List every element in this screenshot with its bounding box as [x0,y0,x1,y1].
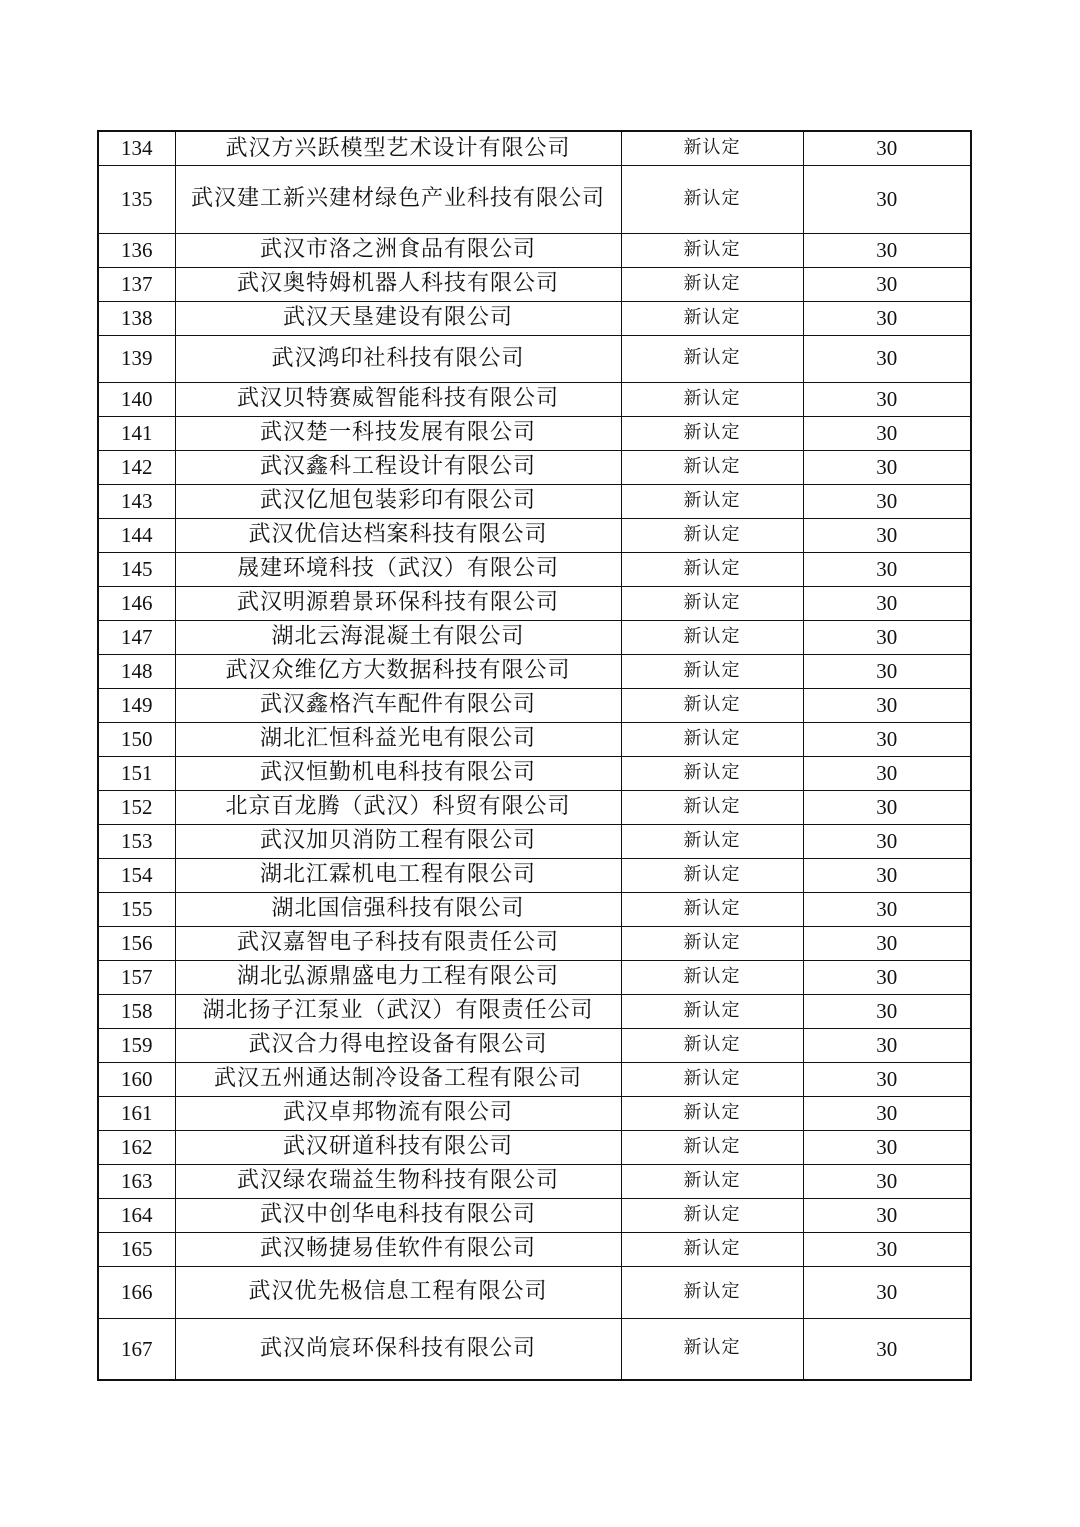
row-number: 148 [98,654,175,688]
qualification-type: 新认定 [621,688,803,722]
row-number: 166 [98,1266,175,1318]
qualification-type: 新认定 [621,790,803,824]
amount: 30 [803,301,971,335]
row-number: 163 [98,1164,175,1198]
company-name: 湖北汇恒科益光电有限公司 [175,722,621,756]
amount: 30 [803,335,971,382]
row-number: 145 [98,552,175,586]
table-row [98,1266,971,1318]
amount: 30 [803,586,971,620]
qualification-type: 新认定 [621,1318,803,1380]
table-row [98,960,971,994]
row-number: 139 [98,335,175,382]
company-name: 武汉明源碧景环保科技有限公司 [175,586,621,620]
row-number: 135 [98,165,175,233]
row-number: 156 [98,926,175,960]
qualification-type: 新认定 [621,586,803,620]
company-name: 武汉鑫科工程设计有限公司 [175,450,621,484]
qualification-type: 新认定 [621,416,803,450]
amount: 30 [803,790,971,824]
row-number: 162 [98,1130,175,1164]
amount: 30 [803,654,971,688]
qualification-type: 新认定 [621,1028,803,1062]
table-row [98,892,971,926]
row-number: 158 [98,994,175,1028]
qualification-type: 新认定 [621,960,803,994]
company-name: 武汉亿旭包装彩印有限公司 [175,484,621,518]
amount: 30 [803,1028,971,1062]
amount: 30 [803,722,971,756]
amount: 30 [803,131,971,165]
amount: 30 [803,1198,971,1232]
qualification-type: 新认定 [621,1096,803,1130]
amount: 30 [803,756,971,790]
table-row [98,654,971,688]
table-row [98,552,971,586]
amount: 30 [803,233,971,267]
qualification-type: 新认定 [621,620,803,654]
amount: 30 [803,552,971,586]
company-name: 晟建环境科技（武汉）有限公司 [175,552,621,586]
amount: 30 [803,960,971,994]
table-row [98,1062,971,1096]
qualification-type: 新认定 [621,484,803,518]
amount: 30 [803,382,971,416]
qualification-type: 新认定 [621,824,803,858]
table-row [98,1198,971,1232]
qualification-type: 新认定 [621,267,803,301]
company-name: 武汉畅捷易佳软件有限公司 [175,1232,621,1266]
row-number: 151 [98,756,175,790]
company-name: 武汉恒勤机电科技有限公司 [175,756,621,790]
row-number: 134 [98,131,175,165]
qualification-type: 新认定 [621,552,803,586]
row-number: 147 [98,620,175,654]
table-body [98,131,971,1380]
table-row [98,301,971,335]
amount: 30 [803,688,971,722]
table-row [98,382,971,416]
row-number: 138 [98,301,175,335]
table-row [98,518,971,552]
row-number: 167 [98,1318,175,1380]
amount: 30 [803,1062,971,1096]
qualification-type: 新认定 [621,756,803,790]
row-number: 165 [98,1232,175,1266]
company-name: 武汉绿农瑞益生物科技有限公司 [175,1164,621,1198]
company-name: 武汉楚一科技发展有限公司 [175,416,621,450]
row-number: 152 [98,790,175,824]
amount: 30 [803,450,971,484]
table-row [98,824,971,858]
company-name: 武汉建工新兴建材绿色产业科技有限公司 [175,165,621,233]
company-name: 武汉尚宸环保科技有限公司 [175,1318,621,1380]
row-number: 164 [98,1198,175,1232]
table-row [98,1164,971,1198]
company-name: 武汉天垦建设有限公司 [175,301,621,335]
amount: 30 [803,824,971,858]
qualification-type: 新认定 [621,1130,803,1164]
company-name: 武汉卓邦物流有限公司 [175,1096,621,1130]
company-name: 武汉嘉智电子科技有限责任公司 [175,926,621,960]
company-name: 武汉市洛之洲食品有限公司 [175,233,621,267]
amount: 30 [803,267,971,301]
company-name: 湖北扬子江泵业（武汉）有限责任公司 [175,994,621,1028]
qualification-type: 新认定 [621,165,803,233]
company-name: 武汉鸿印社科技有限公司 [175,335,621,382]
qualification-type: 新认定 [621,722,803,756]
company-name: 湖北国信强科技有限公司 [175,892,621,926]
row-number: 137 [98,267,175,301]
qualification-type: 新认定 [621,926,803,960]
amount: 30 [803,165,971,233]
row-number: 155 [98,892,175,926]
table-row [98,165,971,233]
amount: 30 [803,926,971,960]
amount: 30 [803,1096,971,1130]
qualification-type: 新认定 [621,301,803,335]
table-row [98,1232,971,1266]
company-name: 武汉众维亿方大数据科技有限公司 [175,654,621,688]
amount: 30 [803,858,971,892]
qualification-type: 新认定 [621,654,803,688]
row-number: 143 [98,484,175,518]
amount: 30 [803,484,971,518]
table-row [98,756,971,790]
qualification-type: 新认定 [621,335,803,382]
amount: 30 [803,1164,971,1198]
amount: 30 [803,994,971,1028]
qualification-type: 新认定 [621,1266,803,1318]
company-name: 武汉方兴跃模型艺术设计有限公司 [175,131,621,165]
qualification-type: 新认定 [621,994,803,1028]
table-row [98,926,971,960]
qualification-type: 新认定 [621,1164,803,1198]
qualification-type: 新认定 [621,518,803,552]
table-row [98,267,971,301]
row-number: 141 [98,416,175,450]
company-name: 湖北弘源鼎盛电力工程有限公司 [175,960,621,994]
company-name: 武汉中创华电科技有限公司 [175,1198,621,1232]
table-row [98,790,971,824]
row-number: 142 [98,450,175,484]
row-number: 144 [98,518,175,552]
qualification-type: 新认定 [621,450,803,484]
amount: 30 [803,892,971,926]
table-row [98,233,971,267]
company-name: 武汉贝特赛威智能科技有限公司 [175,382,621,416]
company-list-table [97,130,972,1381]
table-row [98,620,971,654]
qualification-type: 新认定 [621,858,803,892]
amount: 30 [803,416,971,450]
row-number: 154 [98,858,175,892]
amount: 30 [803,1318,971,1380]
amount: 30 [803,1130,971,1164]
table-row [98,484,971,518]
qualification-type: 新认定 [621,131,803,165]
table-row [98,1318,971,1380]
table-row [98,335,971,382]
table-row [98,450,971,484]
company-name: 武汉优信达档案科技有限公司 [175,518,621,552]
qualification-type: 新认定 [621,1198,803,1232]
qualification-type: 新认定 [621,233,803,267]
row-number: 140 [98,382,175,416]
company-name: 武汉研道科技有限公司 [175,1130,621,1164]
row-number: 159 [98,1028,175,1062]
table-row [98,1096,971,1130]
table-row [98,994,971,1028]
qualification-type: 新认定 [621,892,803,926]
qualification-type: 新认定 [621,1232,803,1266]
row-number: 153 [98,824,175,858]
company-name: 武汉五州通达制冷设备工程有限公司 [175,1062,621,1096]
table-row [98,586,971,620]
company-name: 武汉优先极信息工程有限公司 [175,1266,621,1318]
table-row [98,1130,971,1164]
row-number: 161 [98,1096,175,1130]
company-name: 北京百龙腾（武汉）科贸有限公司 [175,790,621,824]
company-name: 湖北江霖机电工程有限公司 [175,858,621,892]
table-row [98,722,971,756]
table-row [98,688,971,722]
qualification-type: 新认定 [621,1062,803,1096]
amount: 30 [803,518,971,552]
row-number: 146 [98,586,175,620]
row-number: 136 [98,233,175,267]
table-row [98,1028,971,1062]
table-row [98,416,971,450]
row-number: 157 [98,960,175,994]
qualification-type: 新认定 [621,382,803,416]
amount: 30 [803,620,971,654]
company-name: 湖北云海混凝土有限公司 [175,620,621,654]
table-row [98,131,971,165]
row-number: 160 [98,1062,175,1096]
amount: 30 [803,1266,971,1318]
company-name: 武汉鑫格汽车配件有限公司 [175,688,621,722]
row-number: 149 [98,688,175,722]
table-row [98,858,971,892]
amount: 30 [803,1232,971,1266]
company-name: 武汉奥特姆机器人科技有限公司 [175,267,621,301]
row-number: 150 [98,722,175,756]
company-name: 武汉合力得电控设备有限公司 [175,1028,621,1062]
company-name: 武汉加贝消防工程有限公司 [175,824,621,858]
